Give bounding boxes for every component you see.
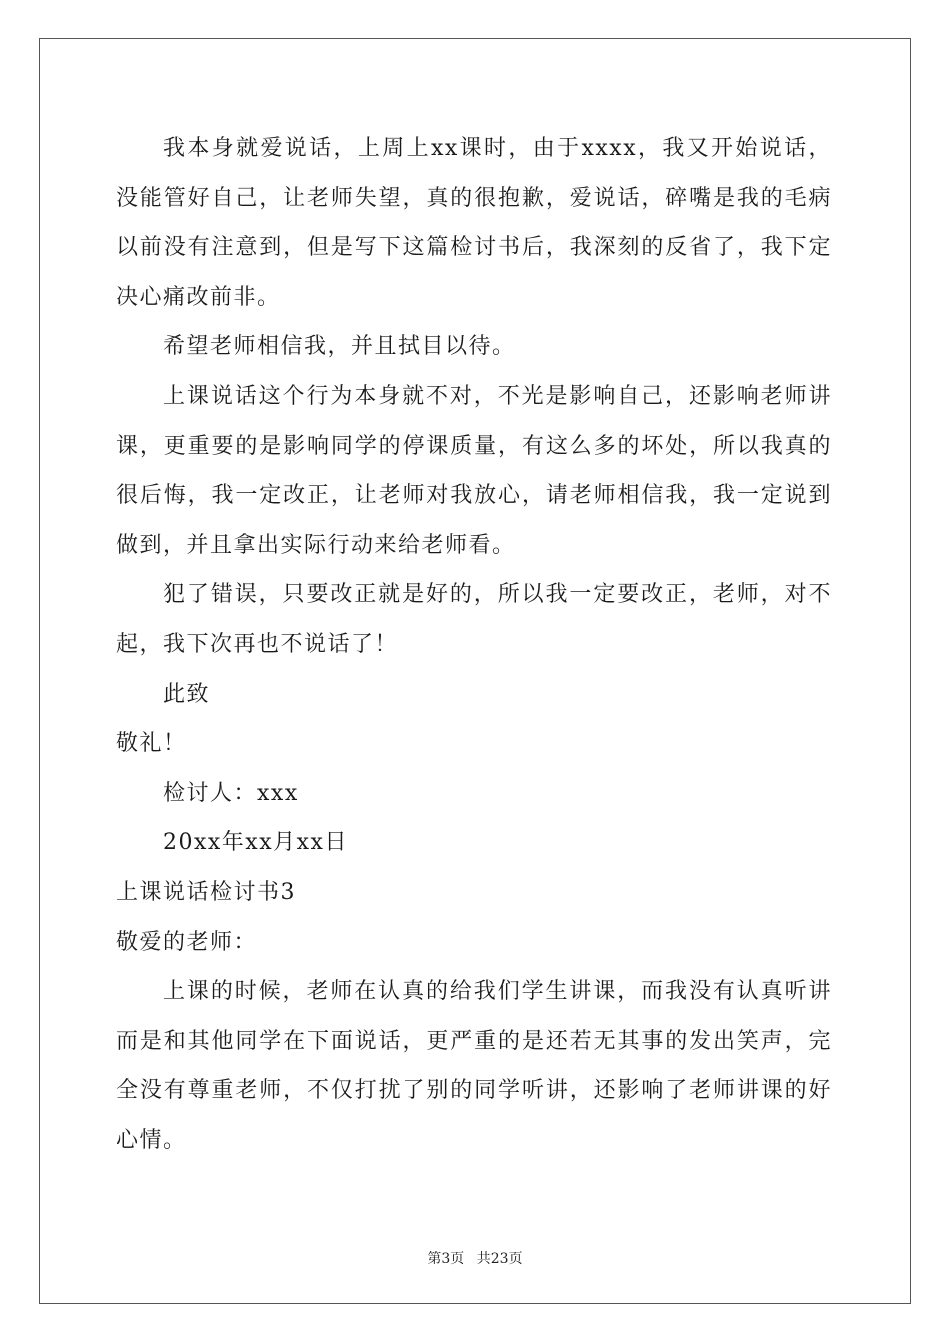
- paragraph-4: 犯了错误，只要改正就是好的，所以我一定要改正，老师，对不起，我下次再也不说话了！: [116, 582, 832, 657]
- date-line: 20xx年xx月xx日: [163, 830, 348, 856]
- paragraph-1: 我本身就爱说话，上周上xx课时，由于xxxx，我又开始说话，没能管好自己，让老师失望，真的很抱歉，爱说话，碎嘴是我的毛病以前没有注意到，但是写下这篇检讨书后，我深刻的反省了，我下定决心痛改前非。: [116, 136, 832, 310]
- section-title: 上课说话检讨书3: [116, 879, 296, 905]
- page-footer: [0, 1248, 950, 1268]
- closing-salutation: 此致: [163, 681, 211, 707]
- signature-line: 检讨人：xxx: [163, 780, 299, 806]
- total-page-count: 共23页: [476, 1251, 523, 1267]
- greeting-line: 敬爱的老师：: [116, 929, 258, 955]
- document-body: [116, 124, 832, 1165]
- paragraph-3: 上课说话这个行为本身就不对，不光是影响自己，还影响老师讲课，更重要的是影响同学的停课质量，有这么多的坏处，所以我真的很后悔，我一定改正，让老师对我放心，请老师相信我，我一定说到做到，并且拿出实际行动来给老师看。: [116, 383, 832, 558]
- closing-regards: 敬礼！: [116, 731, 187, 757]
- paragraph-2: 希望老师相信我，并且拭目以待。: [163, 334, 516, 360]
- current-page-number: 第3页: [427, 1251, 465, 1267]
- paragraph-5: 上课的时候，老师在认真的给我们学生讲课，而我没有认真听讲而是和其他同学在下面说话，更严重的是还若无其事的发出笑声，完全没有尊重老师，不仅打扰了别的同学听讲，还影响了老师讲课的好心情。: [116, 979, 832, 1153]
